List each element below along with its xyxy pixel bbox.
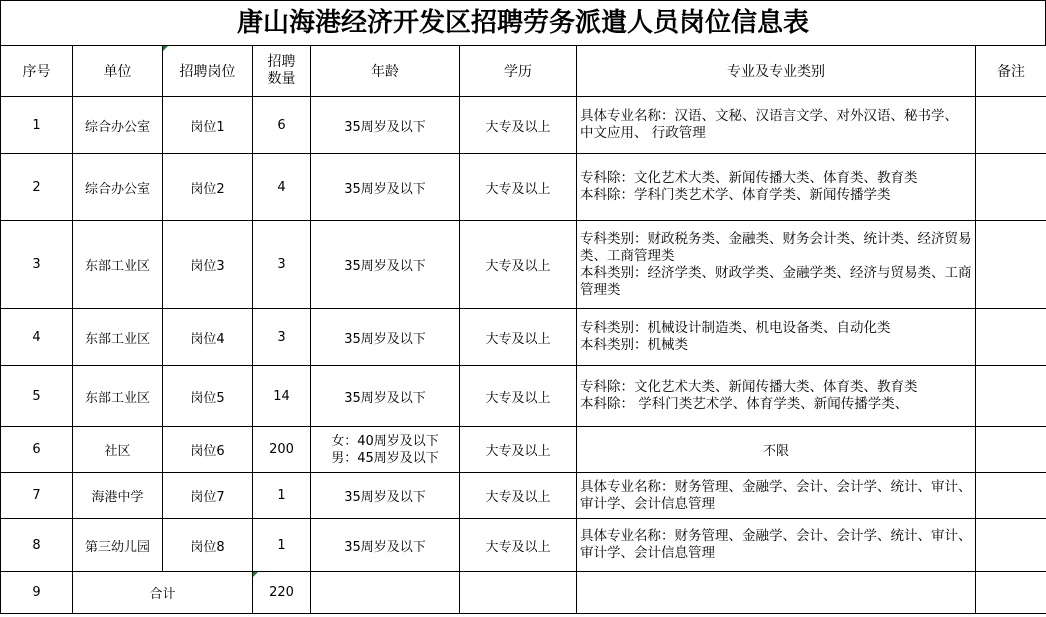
cell-remark [976,221,1046,309]
cell-unit: 综合办公室 [73,97,163,154]
cell-unit: 海港中学 [73,473,163,519]
cell-education: 大专及以上 [460,473,577,519]
total-row [1,572,1046,614]
cell-post: 岗位7 [163,473,253,519]
header-post: 招聘岗位 [163,46,253,97]
cell-age: 35周岁及以下 [311,519,460,572]
cell-major [577,221,976,309]
cell-unit: 东部工业区 [73,309,163,366]
cell-empty [976,572,1046,614]
cell-unit: 第三幼儿园 [73,519,163,572]
major-line: 本科类别：经济学类、财政学类、金融学类、经济与贸易类、工商管理类 [580,264,972,298]
cell-unit: 社区 [73,427,163,473]
header-row [1,46,1046,97]
cell-post: 岗位5 [163,366,253,427]
table-row [1,366,1046,427]
cell-remark [976,519,1046,572]
cell-education: 大专及以上 [460,221,577,309]
major-line: 专科除：文化艺术大类、新闻传播大类、体育类、教育类 [580,379,918,395]
major-line: 本科除：学科门类艺术学、体育学类、新闻传播学类 [580,187,891,203]
cell-post: 岗位8 [163,519,253,572]
cell-seq: 8 [1,519,73,572]
cell-remark [976,473,1046,519]
cell-empty [311,572,460,614]
header-age: 年龄 [311,46,460,97]
cell-count: 1 [253,519,311,572]
cell-major [577,309,976,366]
cell-education: 大专及以上 [460,519,577,572]
cell-major [577,154,976,221]
cell-post: 岗位3 [163,221,253,309]
major-line: 具体专业名称：财务管理、金融学、会计、会计学、统计、审计、审计学、会计信息管理 [580,528,972,561]
cell-count: 200 [253,427,311,473]
table-title: 唐山海港经济开发区招聘劳务派遣人员岗位信息表 [0,0,1046,45]
major-line: 专科类别：财政税务类、金融类、财务会计类、统计类、经济贸易类、工商管理类 [580,230,972,264]
cell-count: 1 [253,473,311,519]
cell-major [577,519,976,572]
cell-count: 14 [253,366,311,427]
cell-education: 大专及以上 [460,97,577,154]
age-line-male: 男：45周岁及以下 [331,450,439,466]
total-count: 220 [253,572,311,614]
table-row [1,427,1046,473]
cell-unit: 东部工业区 [73,366,163,427]
cell-education: 大专及以上 [460,154,577,221]
major-line: 本科除： 学科门类艺术学、体育学类、新闻传播学类、 [580,396,909,412]
cell-age: 35周岁及以下 [311,473,460,519]
header-count-line2: 数量 [267,71,296,87]
cell-post: 岗位2 [163,154,253,221]
cell-empty [577,572,976,614]
cell-age [311,427,460,473]
cell-education: 大专及以上 [460,309,577,366]
major-line: 专科类别：机械设计制造类、机电设备类、自动化类 [580,320,891,336]
cell-age: 35周岁及以下 [311,309,460,366]
cell-count: 4 [253,154,311,221]
cell-unit: 东部工业区 [73,221,163,309]
cell-count: 3 [253,221,311,309]
major-line: 本科类别：机械类 [580,337,688,353]
table-row [1,154,1046,221]
header-education: 学历 [460,46,577,97]
cell-education: 大专及以上 [460,427,577,473]
major-line: 具体专业名称：财务管理、金融学、会计、会计学、统计、审计、审计学、会计信息管理 [580,478,972,512]
header-major: 专业及专业类别 [577,46,976,97]
header-count-line1: 招聘 [267,54,296,70]
cell-remark [976,97,1046,154]
major-line: 专科除：文化艺术大类、新闻传播大类、体育类、教育类 [580,170,918,186]
cell-seq: 3 [1,221,73,309]
cell-seq: 2 [1,154,73,221]
position-table [0,45,1046,614]
major-line: 具体专业名称：汉语、文秘、汉语言文学、对外汉语、秘书学、 中文应用、 行政管理 [580,108,958,141]
cell-count: 3 [253,309,311,366]
cell-major: 不限 [577,427,976,473]
cell-seq: 6 [1,427,73,473]
cell-post: 岗位6 [163,427,253,473]
age-line-female: 女：40周岁及以下 [331,433,439,449]
cell-age: 35周岁及以下 [311,97,460,154]
table-row [1,97,1046,154]
cell-seq: 1 [1,97,73,154]
cell-seq: 9 [1,572,73,614]
cell-age: 35周岁及以下 [311,366,460,427]
cell-age: 35周岁及以下 [311,221,460,309]
cell-education: 大专及以上 [460,366,577,427]
cell-remark [976,427,1046,473]
header-remark: 备注 [976,46,1046,97]
header-unit: 单位 [73,46,163,97]
cell-post: 岗位4 [163,309,253,366]
cell-age: 35周岁及以下 [311,154,460,221]
cell-count: 6 [253,97,311,154]
total-label: 合计 [73,572,253,614]
cell-major [577,97,976,154]
table-row [1,309,1046,366]
cell-unit: 综合办公室 [73,154,163,221]
cell-major [577,473,976,519]
header-count [253,46,311,97]
table-row [1,473,1046,519]
cell-empty [460,572,577,614]
table-row [1,519,1046,572]
cell-remark [976,366,1046,427]
cell-remark [976,154,1046,221]
cell-seq: 7 [1,473,73,519]
cell-seq: 4 [1,309,73,366]
cell-seq: 5 [1,366,73,427]
cell-post: 岗位1 [163,97,253,154]
cell-remark [976,309,1046,366]
cell-major [577,366,976,427]
table-row [1,221,1046,309]
header-seq: 序号 [1,46,73,97]
